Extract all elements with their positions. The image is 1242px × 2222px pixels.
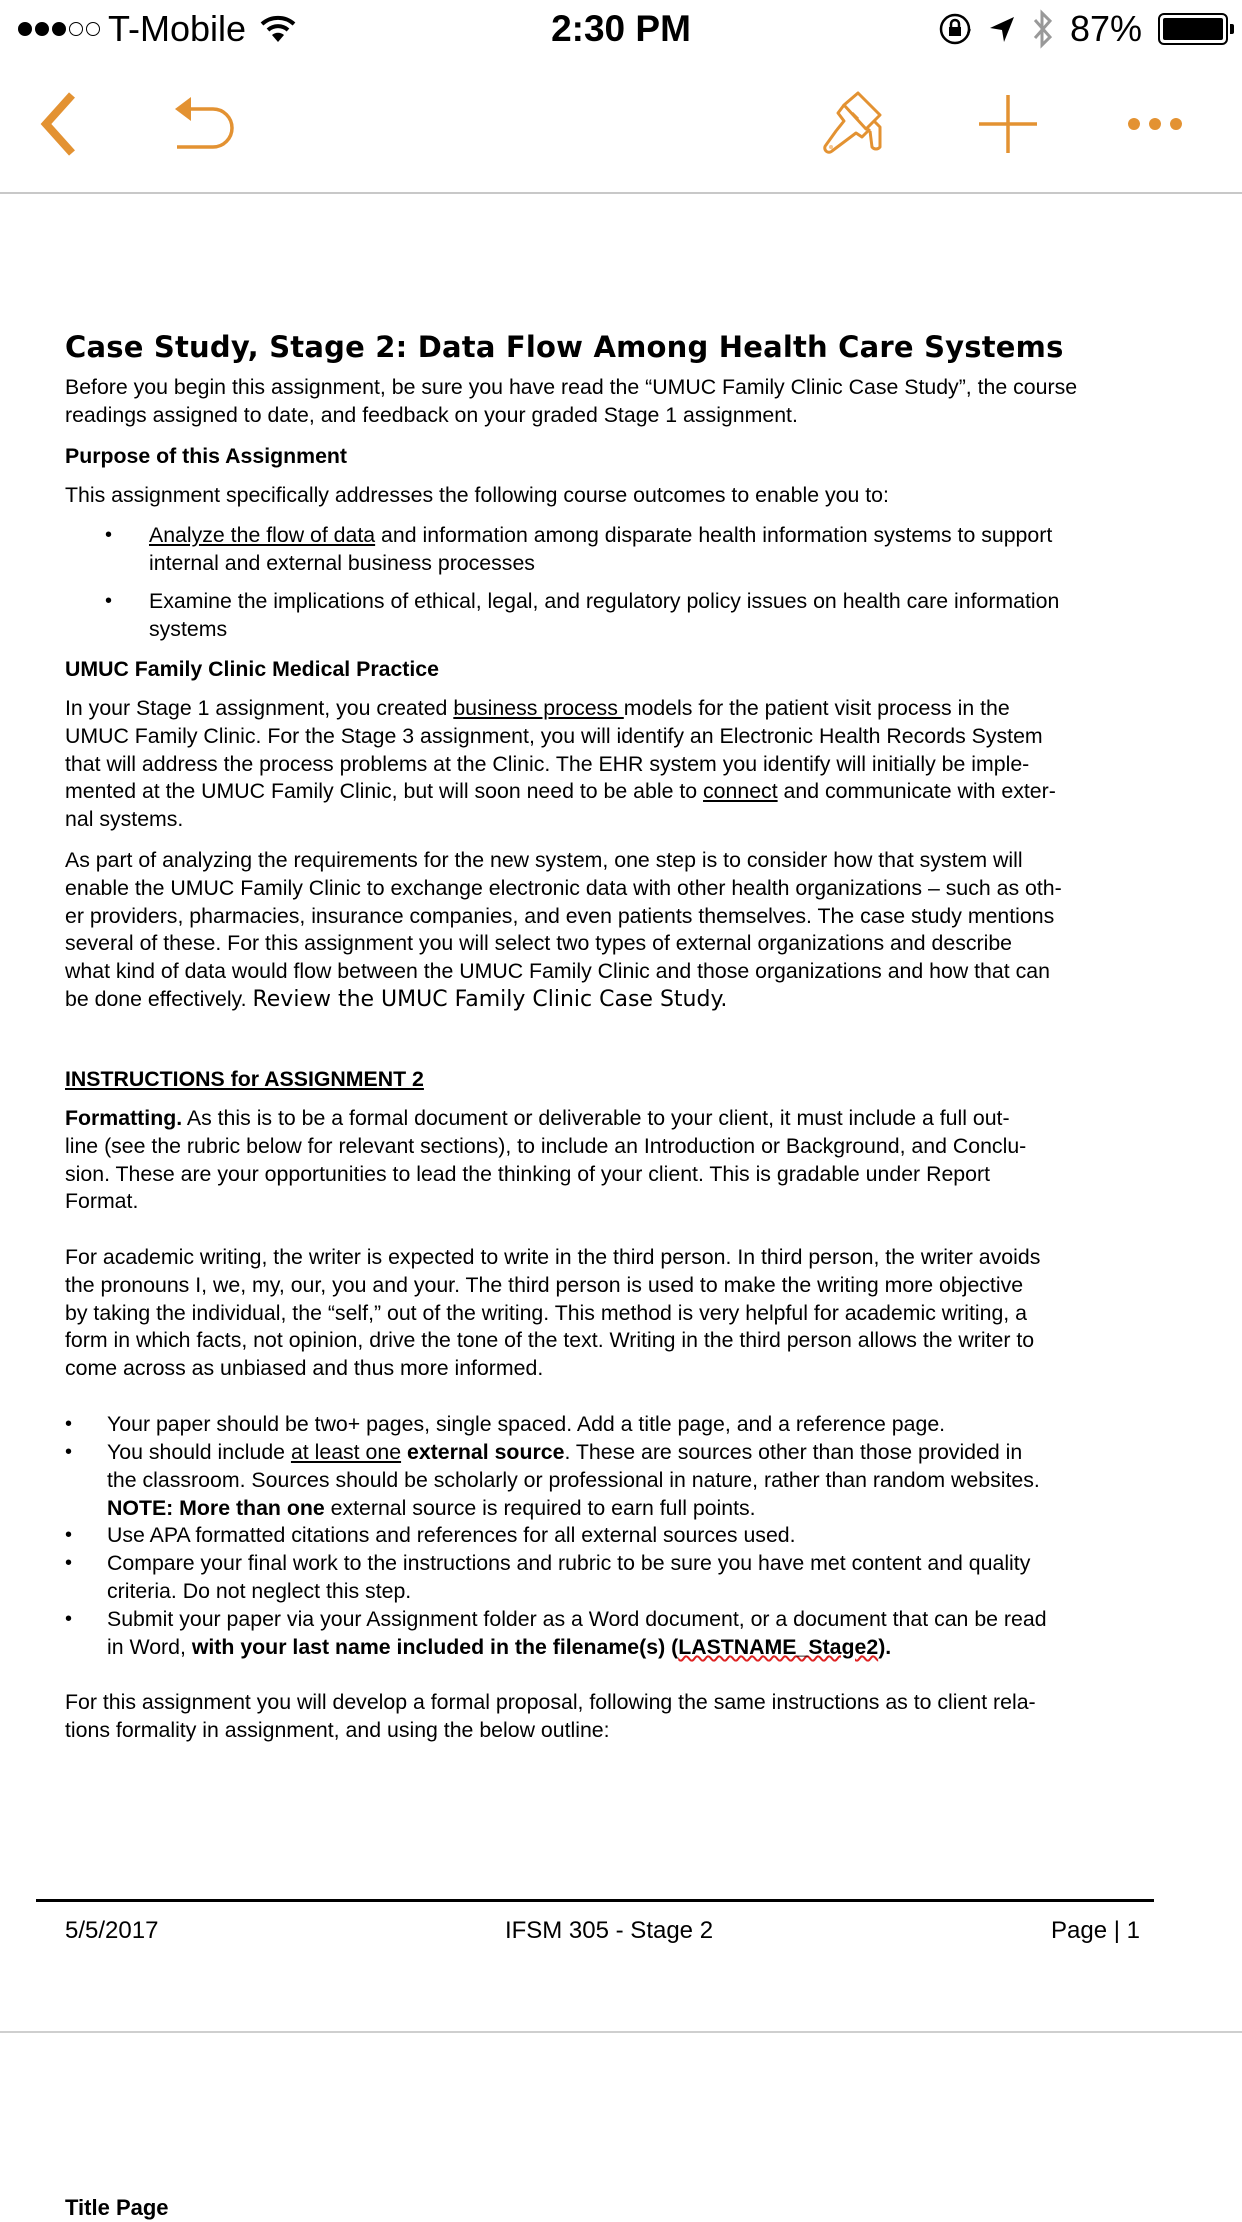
text: and communicate with exter- [777,779,1056,804]
status-right [938,8,1228,50]
text: external source is required to earn full points. [324,1495,756,1520]
outcome-item-1 [105,522,1205,578]
outcome-text-cont: systems [149,616,228,641]
footer-divider [36,1899,1154,1902]
bullet-icon: • [65,1608,73,1630]
outcome-text-cont: internal and external business processes [149,550,535,575]
spellcheck-flagged-text: LASTNAME_Stage2 [678,1634,879,1659]
text: Use APA formatted citations and references for all external sources used. [107,1523,796,1547]
carrier-name: T-Mobile [108,8,247,49]
outcome-text: Examine the implications of ethical, legal, and regulatory policy issues on health care information [149,589,1060,613]
text: Submit your paper via your Assignment folder as a Word document, or a document that can be read [107,1607,1047,1631]
purpose-heading: Purpose of this Assignment [65,444,348,468]
text: . These are sources other than those provided in [564,1440,1023,1464]
status-time: 2:30 PM [551,8,691,49]
text: mented at the UMUC Family Clinic, but will soon need to be able to [65,779,704,804]
footer-course: IFSM 305 - Stage 2 [504,1917,714,1944]
orientation-lock-icon [938,12,972,46]
page-break [0,2031,1242,2033]
next-page-heading: Title Page [65,2195,169,2220]
text: In your Stage 1 assignment, you created [65,696,454,720]
document-title: Case Study, Stage 2: Data Flow Among Health Care Systems [65,330,1064,364]
undo-arrow-icon [171,93,237,155]
bluetooth-icon [1032,9,1054,49]
practice-heading: UMUC Family Clinic Medical Practice [65,657,439,681]
text: Review the UMUC Family Clinic Case Study. [252,986,728,1012]
bold-text: external source [406,1440,565,1464]
instructions-heading: INSTRUCTIONS for ASSIGNMENT 2 [65,1067,424,1091]
text: several of these. For this assignment you will select two types of external organizations and describe [65,931,1013,956]
more-button[interactable] [1124,88,1186,160]
text: line (see the rubric below for relevant sections), to include an Introduction or Background, and Conclu- [65,1133,1027,1158]
practice-paragraph-2 [65,847,1165,1014]
text: the classroom. Sources should be scholarly or professional in nature, rather than random websites. [107,1467,1040,1492]
text: Format. [65,1189,139,1214]
footer-page-number: Page | 1 [1051,1917,1140,1944]
requirement-item-5 [65,1606,1165,1662]
intro-line-1: Before you begin this assignment, be sure you have read the “UMUC Family Clinic Case Study”, the course [65,375,1078,399]
bullet-icon: • [65,1413,73,1435]
practice-paragraph-1 [65,695,1165,834]
text: As this is to be a formal document or deliverable to your client, it must include a full out- [182,1106,1010,1130]
outcome-link: Analyze the flow of data [149,523,376,547]
text: come across as unbiased and thus more informed. [65,1356,544,1381]
insert-button[interactable] [976,88,1040,160]
bold-text: NOTE: More than one [107,1495,325,1520]
intro-paragraph [65,374,1165,430]
formatting-paragraph [65,1105,1165,1216]
text: tions formality in assignment, and using the below outline: [65,1717,610,1742]
footer-date: 5/5/2017 [65,1917,159,1944]
text: As part of analyzing the requirements for the new system, one step is to consider how that system will [65,848,1023,872]
text: what kind of data would flow between the UMUC Family Clinic and those organizations and how that can [65,959,1050,984]
requirement-item-1 [65,1411,1165,1439]
text: in Word, [107,1634,192,1659]
text: criteria. Do not neglect this step. [107,1578,412,1603]
text: Your paper should be two+ pages, single spaced. Add a title page, and a reference page. [107,1412,946,1436]
requirement-item-2 [65,1439,1165,1522]
chevron-left-icon [38,91,78,157]
plus-icon [977,93,1039,155]
bullet-icon: • [105,524,113,546]
text: er providers, pharmacies, insurance companies, and even patients themselves. The case study mentions [65,903,1055,928]
underlined-text: connect [703,779,778,804]
battery-icon [1158,13,1228,45]
text: form in which facts, not opinion, drive the tone of the text. Writing in the third person allows the writer to [65,1328,1035,1353]
paintbrush-icon [822,91,890,157]
format-button[interactable] [820,88,892,160]
requirement-item-4 [65,1550,1165,1606]
battery-percent: 87% [1069,8,1142,49]
bullet-icon: • [65,1552,73,1574]
intro-line-2: readings assigned to date, and feedback on your graded Stage 1 assignment. [65,402,798,427]
text: models for the patient visit process in the [623,696,1010,720]
text: For this assignment you will develop a formal proposal, following the same instructions as to client rela- [65,1690,1036,1714]
proposal-paragraph [65,1689,1165,1745]
bullet-icon: • [65,1441,73,1463]
bold-text: with your last name included in the filename(s) ( [191,1634,679,1659]
purpose-text: This assignment specifically addresses the following course outcomes to enable you to: [65,483,889,507]
bold-text: ). [878,1634,892,1659]
text: by taking the individual, the “self,” out of the writing. This method is very helpful for academic writing, a [65,1300,1027,1325]
underlined-text: at least one [290,1440,402,1464]
text: nal systems. [65,807,184,832]
underlined-text: business process [453,696,624,720]
back-button[interactable] [30,88,86,160]
text: be done effectively. [65,986,253,1011]
formatting-label: Formatting. [65,1106,183,1130]
text: that will address the process problems at the Clinic. The EHR system you identify will initially be imple- [65,751,1030,776]
text: You should include [107,1440,291,1464]
bullet-icon: • [105,590,113,612]
requirement-item-3 [65,1522,1165,1550]
ellipsis-icon [1127,116,1183,132]
text: sion. These are your opportunities to lead the thinking of your client. This is gradable under Report [65,1161,990,1186]
outcome-item-2 [105,588,1205,644]
outcome-text: and information among disparate health information systems to support [375,523,1053,547]
text: the pronouns I, we, my, our, you and your. The third person is used to make the writing more objective [65,1272,1024,1297]
academic-paragraph [65,1244,1165,1383]
text: UMUC Family Clinic. For the Stage 3 assignment, you will identify an Electronic Health Records System [65,723,1043,748]
toolbar [0,60,1242,194]
text: enable the UMUC Family Clinic to exchange electronic data with other health organizations – such as oth- [65,875,1062,900]
text: For academic writing, the writer is expected to write in the third person. In third person, the writer avoids [65,1245,1041,1269]
status-bar [0,0,1242,60]
undo-button[interactable] [168,88,240,160]
bullet-icon: • [65,1524,73,1546]
location-arrow-icon [988,14,1016,44]
text: Compare your final work to the instructions and rubric to be sure you have met content and quality [107,1551,1031,1575]
